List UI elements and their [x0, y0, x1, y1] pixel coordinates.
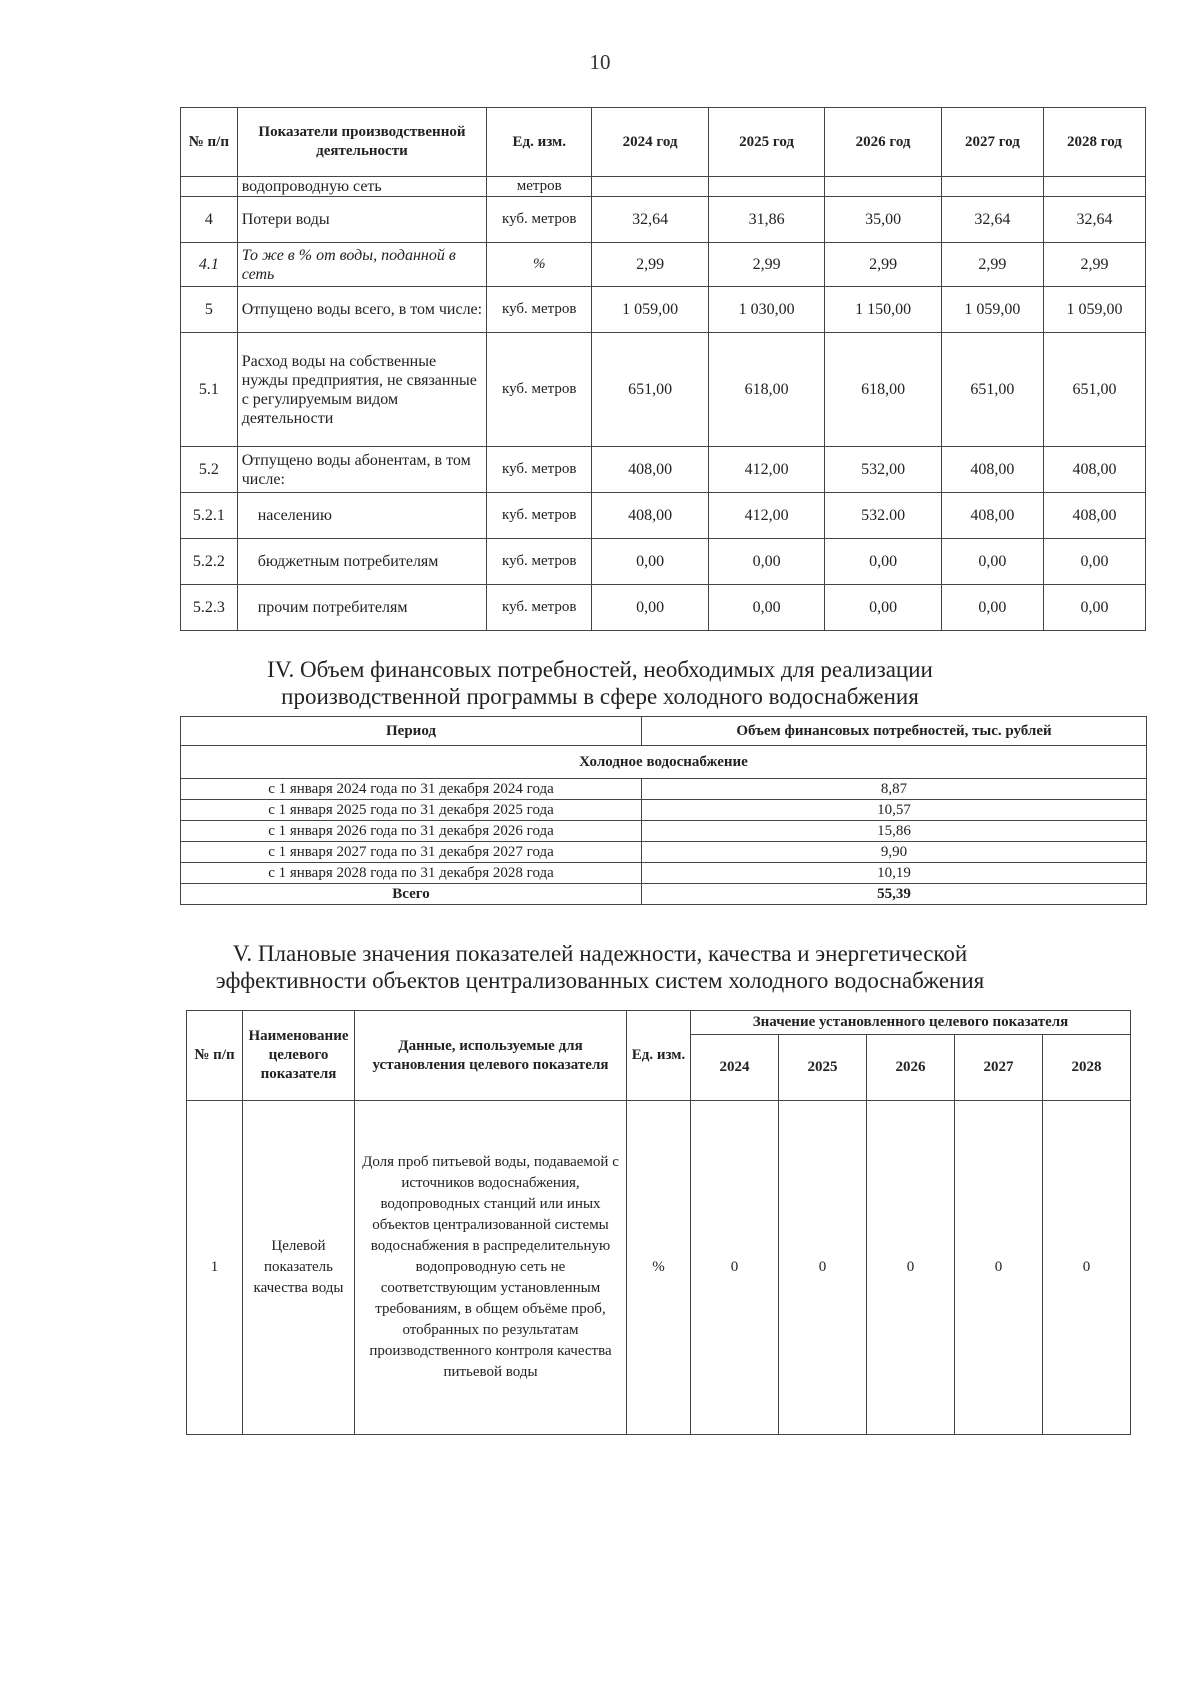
row-value: 1 030,00 — [708, 287, 825, 333]
period-cell: с 1 января 2027 года по 31 декабря 2027 года — [181, 842, 642, 863]
row-value: 32,64 — [592, 197, 709, 243]
target-indicators-table — [186, 1010, 1131, 1435]
value-cell: 10,19 — [642, 863, 1147, 884]
period-cell: с 1 января 2025 года по 31 декабря 2025 года — [181, 800, 642, 821]
header-year-2027: 2027 — [955, 1035, 1043, 1101]
total-row — [181, 884, 1147, 905]
row-value: 408,00 — [1043, 493, 1145, 539]
table-header-row — [181, 108, 1146, 177]
row-value: 32,64 — [941, 197, 1043, 243]
row-value: 0,00 — [1043, 539, 1145, 585]
row-value: 651,00 — [592, 333, 709, 447]
row-value — [825, 177, 942, 197]
section-5-title-line2: эффективности объектов централизованных систем холодного водоснабжения — [215, 968, 985, 993]
row-unit: метров — [487, 177, 592, 197]
row-value: 618,00 — [825, 333, 942, 447]
table-row — [181, 243, 1146, 287]
row-name: водопроводную сеть — [237, 177, 486, 197]
row-value: 0,00 — [825, 539, 942, 585]
row-value — [708, 177, 825, 197]
row-unit: куб. метров — [487, 333, 592, 447]
page-number: 10 — [589, 50, 611, 74]
value-cell: 10,57 — [642, 800, 1147, 821]
row-name: Потери воды — [237, 197, 486, 243]
row-value: 35,00 — [825, 197, 942, 243]
table-row — [187, 1101, 1131, 1435]
header-target-value-group: Значение установленного целевого показателя — [691, 1011, 1131, 1035]
header-year-2024: 2024 — [691, 1035, 779, 1101]
row-unit: куб. метров — [487, 287, 592, 333]
row-data-used: Доля проб питьевой воды, подаваемой с источников водоснабжения, водопроводных станций или иных объектов централизованной системы водоснабжения в распределительную водопроводную сеть не соответствующим установленным требованиям, в общем объёме проб, отобранных по результатам производственного контроля качества питьевой воды — [355, 1101, 627, 1435]
header-year-2024: 2024 год — [592, 108, 709, 177]
row-value: 1 059,00 — [941, 287, 1043, 333]
row-value: 408,00 — [1043, 447, 1145, 493]
row-value: 31,86 — [708, 197, 825, 243]
row-value: 651,00 — [1043, 333, 1145, 447]
row-num: 5.2.3 — [181, 585, 238, 631]
header-year-2025: 2025 год — [708, 108, 825, 177]
table-row — [181, 287, 1146, 333]
table-row — [181, 821, 1147, 842]
row-value: 0 — [779, 1101, 867, 1435]
header-indicator-name: Наименование целевого показателя — [243, 1011, 355, 1101]
section-label: Холодное водоснабжение — [181, 746, 1147, 779]
header-year-2027: 2027 год — [941, 108, 1043, 177]
row-value: 0,00 — [1043, 585, 1145, 631]
table-row — [181, 447, 1146, 493]
row-value: 408,00 — [941, 447, 1043, 493]
table-row — [181, 539, 1146, 585]
header-unit: Ед. изм. — [627, 1011, 691, 1101]
row-name: населению — [237, 493, 486, 539]
header-data-used: Данные, используемые для установления целевого показателя — [355, 1011, 627, 1101]
value-cell: 15,86 — [642, 821, 1147, 842]
section-4-title-line1: IV. Объем финансовых потребностей, необходимых для реализации — [267, 657, 933, 682]
row-num: 5.2.2 — [181, 539, 238, 585]
row-value — [941, 177, 1043, 197]
header-year-2026: 2026 — [867, 1035, 955, 1101]
row-value: 0 — [1043, 1101, 1131, 1435]
row-num: 1 — [187, 1101, 243, 1435]
header-year-2026: 2026 год — [825, 108, 942, 177]
row-value: 0 — [955, 1101, 1043, 1435]
row-name: То же в % от воды, поданной в сеть — [237, 243, 486, 287]
row-num — [181, 177, 238, 197]
row-value: 1 150,00 — [825, 287, 942, 333]
row-num: 4.1 — [181, 243, 238, 287]
row-value: 2,99 — [708, 243, 825, 287]
value-cell: 9,90 — [642, 842, 1147, 863]
row-value: 532,00 — [825, 447, 942, 493]
row-unit: % — [487, 243, 592, 287]
row-value: 0,00 — [941, 539, 1043, 585]
header-year-2028: 2028 — [1043, 1035, 1131, 1101]
section-5-title-line1: V. Плановые значения показателей надежности, качества и энергетической — [232, 941, 968, 966]
period-cell: с 1 января 2028 года по 31 декабря 2028 года — [181, 863, 642, 884]
row-unit: куб. метров — [487, 197, 592, 243]
header-num: № п/п — [181, 108, 238, 177]
header-year-2028: 2028 год — [1043, 108, 1145, 177]
row-value: 408,00 — [941, 493, 1043, 539]
row-unit: куб. метров — [487, 493, 592, 539]
row-indicator-name: Целевой показатель качества воды — [243, 1101, 355, 1435]
period-cell: с 1 января 2026 года по 31 декабря 2026 года — [181, 821, 642, 842]
row-value: 0 — [867, 1101, 955, 1435]
table-header-row — [187, 1011, 1131, 1035]
row-value: 32,64 — [1043, 197, 1145, 243]
section-4-title — [0, 656, 1200, 710]
table-row — [181, 800, 1147, 821]
row-name: Отпущено воды абонентам, в том числе: — [237, 447, 486, 493]
row-name: бюджетным потребителям — [237, 539, 486, 585]
row-value: 0 — [691, 1101, 779, 1435]
row-value: 408,00 — [592, 493, 709, 539]
header-indicator: Показатели производственной деятельности — [237, 108, 486, 177]
table-row — [181, 863, 1147, 884]
header-unit: Ед. изм. — [487, 108, 592, 177]
section-row — [181, 746, 1147, 779]
table-row — [181, 177, 1146, 197]
row-name: Расход воды на собственные нужды предприятия, не связанные с регулируемым видом деятельности — [237, 333, 486, 447]
table-row — [181, 585, 1146, 631]
period-cell: с 1 января 2024 года по 31 декабря 2024 года — [181, 779, 642, 800]
header-period: Период — [181, 717, 642, 746]
row-num: 4 — [181, 197, 238, 243]
row-unit: % — [627, 1101, 691, 1435]
row-num: 5 — [181, 287, 238, 333]
row-unit: куб. метров — [487, 447, 592, 493]
row-value: 412,00 — [708, 447, 825, 493]
row-name: Отпущено воды всего, в том числе: — [237, 287, 486, 333]
table-header-row — [181, 717, 1147, 746]
row-num: 5.2 — [181, 447, 238, 493]
row-value: 618,00 — [708, 333, 825, 447]
table-row — [181, 197, 1146, 243]
row-value: 1 059,00 — [1043, 287, 1145, 333]
table-row — [181, 779, 1147, 800]
row-num: 5.1 — [181, 333, 238, 447]
row-name: прочим потребителям — [237, 585, 486, 631]
section-4-title-line2: производственной программы в сфере холодного водоснабжения — [281, 684, 919, 709]
row-value: 532.00 — [825, 493, 942, 539]
row-value: 412,00 — [708, 493, 825, 539]
row-value — [592, 177, 709, 197]
production-indicators-table — [180, 107, 1146, 631]
row-value: 0,00 — [825, 585, 942, 631]
value-cell: 8,87 — [642, 779, 1147, 800]
row-value: 2,99 — [825, 243, 942, 287]
row-value: 0,00 — [941, 585, 1043, 631]
header-financial-volume: Объем финансовых потребностей, тыс. рублей — [642, 717, 1147, 746]
row-value — [1043, 177, 1145, 197]
row-value: 2,99 — [941, 243, 1043, 287]
row-unit: куб. метров — [487, 585, 592, 631]
row-value: 0,00 — [592, 539, 709, 585]
row-value: 2,99 — [592, 243, 709, 287]
financial-needs-table — [180, 716, 1147, 905]
row-value: 408,00 — [592, 447, 709, 493]
header-year-2025: 2025 — [779, 1035, 867, 1101]
row-value: 0,00 — [592, 585, 709, 631]
header-num: № п/п — [187, 1011, 243, 1101]
table-row — [181, 333, 1146, 447]
row-value: 1 059,00 — [592, 287, 709, 333]
row-value: 0,00 — [708, 585, 825, 631]
row-value: 2,99 — [1043, 243, 1145, 287]
section-5-title — [0, 940, 1200, 994]
row-value: 651,00 — [941, 333, 1043, 447]
total-label: Всего — [181, 884, 642, 905]
table-row — [181, 842, 1147, 863]
row-num: 5.2.1 — [181, 493, 238, 539]
row-value: 0,00 — [708, 539, 825, 585]
total-value: 55,39 — [642, 884, 1147, 905]
row-unit: куб. метров — [487, 539, 592, 585]
table-row — [181, 493, 1146, 539]
